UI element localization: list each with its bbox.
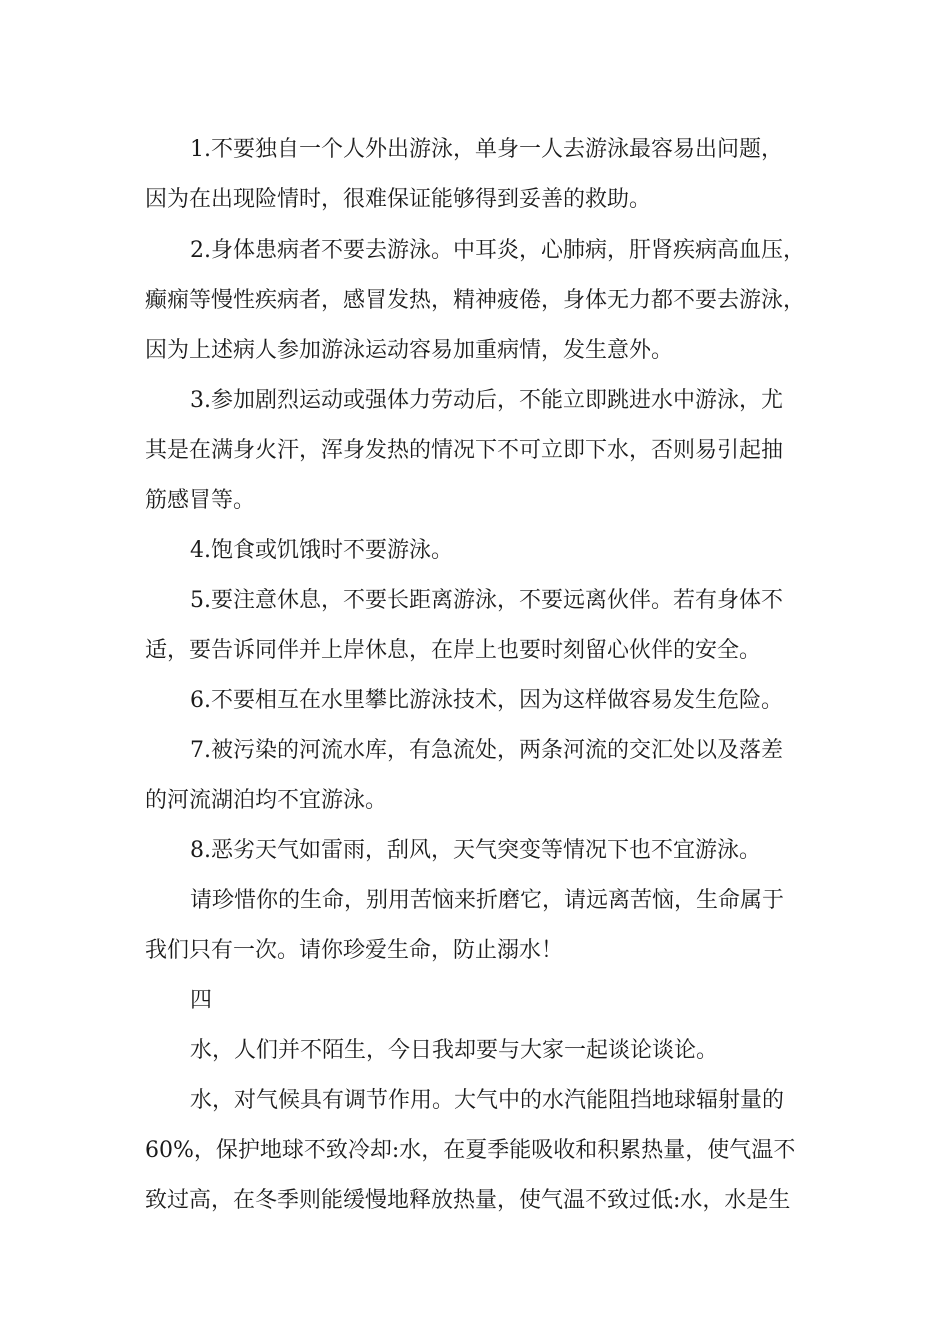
paragraph-5-line-1: 5.要注意休息，不要长距离游泳，不要远离伙伴。若有身体不 [190,588,783,613]
paragraph-7-line-2: 的河流湖泊均不宜游泳。 [145,788,388,813]
paragraph-7-line-1: 7.被污染的河流水库，有急流处，两条河流的交汇处以及落差 [190,738,783,763]
paragraph-12-line-3: 致过高，在冬季则能缓慢地释放热量，使气温不致过低:水，水是生 [145,1188,791,1213]
paragraph-2-line-2: 癫痫等慢性疾病者，感冒发热，精神疲倦，身体无力都不要去游泳， [145,288,806,313]
section-heading: 四 [190,988,213,1013]
paragraph-9-line-2: 我们只有一次。请你珍爱生命，防止溺水！ [145,938,564,963]
paragraph-5-line-2: 适，要告诉同伴并上岸休息，在岸上也要时刻留心伙伴的安全。 [145,638,762,663]
paragraph-3-line-1: 3.参加剧烈运动或强体力劳动后，不能立即跳进水中游泳，尤 [190,388,783,413]
paragraph-9-line-1: 请珍惜你的生命，别用苦恼来折磨它，请远离苦恼，生命属于 [190,888,785,913]
paragraph-12-line-1: 水，对气候具有调节作用。大气中的水汽能阻挡地球辐射量的 [190,1088,785,1113]
paragraph-2-line-3: 因为上述病人参加游泳运动容易加重病情，发生意外。 [145,338,674,363]
paragraph-2-line-1: 2.身体患病者不要去游泳。中耳炎，心肺病，肝肾疾病高血压， [190,238,805,263]
paragraph-12-line-2: 60%，保护地球不致冷却:水，在夏季能吸收和积累热量，使气温不 [145,1138,796,1163]
paragraph-3-line-3: 筋感冒等。 [145,488,256,513]
paragraph-4-line-1: 4.饱食或饥饿时不要游泳。 [190,538,453,563]
paragraph-11-line-1: 水，人们并不陌生，今日我却要与大家一起谈论谈论。 [190,1038,719,1063]
paragraph-1-line-1: 1.不要独自一个人外出游泳，单身一人去游泳最容易出问题， [190,137,783,162]
paragraph-3-line-2: 其是在满身火汗，浑身发热的情况下不可立即下水，否则易引起抽 [145,438,784,463]
paragraph-1-line-2: 因为在出现险情时，很难保证能够得到妥善的救助。 [145,187,652,212]
paragraph-8-line-1: 8.恶劣天气如雷雨，刮风，天气突变等情况下也不宜游泳。 [190,838,761,863]
paragraph-6-line-1: 6.不要相互在水里攀比游泳技术，因为这样做容易发生危险。 [190,688,783,713]
